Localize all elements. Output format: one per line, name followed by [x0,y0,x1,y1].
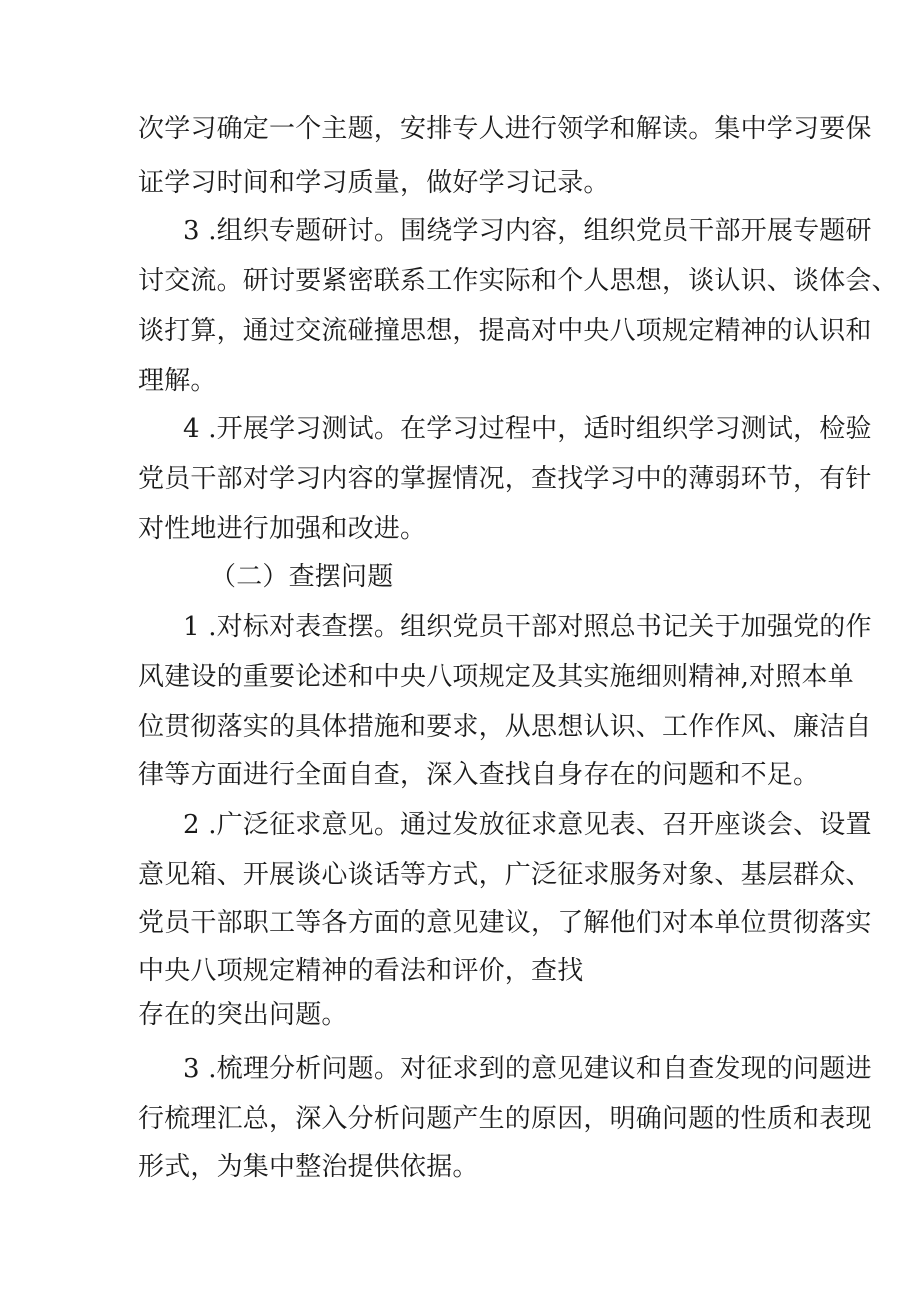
text-line: 行梳理汇总，深入分析问题产生的原因，明确问题的性质和表现 [138,1104,872,1134]
list-item-4-line: 4 .开展学习测试。在学习过程中，适时组织学习测试，检验 [183,414,872,444]
list-item-3b-line: 3 .梳理分析问题。对征求到的意见建议和自查发现的问题进 [183,1054,872,1084]
text-line: 中央八项规定精神的看法和评价，查找 [138,956,584,986]
text-line: 意见箱、开展谈心谈话等方式，广泛征求服务对象、基层群众、 [138,860,872,890]
list-item-2-line: 2 .广泛征求意见。通过发放征求意见表、召开座谈会、设置 [183,810,872,840]
text-line: 党员干部对学习内容的掌握情况，查找学习中的薄弱环节，有针 [138,464,872,494]
text-line: 讨交流。研讨要紧密联系工作实际和个人思想，谈认识、谈体会、 [138,266,898,296]
list-item-3-line: 3 .组织专题研讨。围绕学习内容，组织党员干部开展专题研 [183,216,872,246]
list-item-1-line: 1 .对标对表查摆。组织党员干部对照总书记关于加强党的作 [183,612,872,642]
text-line: 位贯彻落实的具体措施和要求，从思想认识、工作作风、廉洁自 [138,712,872,742]
text-line: 谈打算，通过交流碰撞思想，提高对中央八项规定精神的认识和 [138,316,872,346]
text-line: 党员干部职工等各方面的意见建议，了解他们对本单位贯彻落实 [138,908,872,938]
section-heading: （二）查摆问题 [210,562,394,592]
text-line: 次学习确定一个主题，安排专人进行领学和解读。集中学习要保 [138,114,872,144]
text-line: 对性地进行加强和改进。 [138,514,427,544]
text-line: 证学习时间和学习质量，做好学习记录。 [138,168,610,198]
text-line: 风建设的重要论述和中央八项规定及其实施细则精神,对照本单 [138,662,854,692]
text-line: 形式，为集中整治提供依据。 [138,1152,479,1182]
text-line: 存在的突出问题。 [138,1000,348,1030]
text-line: 律等方面进行全面自查，深入查找自身存在的问题和不足。 [138,760,820,790]
text-line: 理解。 [138,366,217,396]
